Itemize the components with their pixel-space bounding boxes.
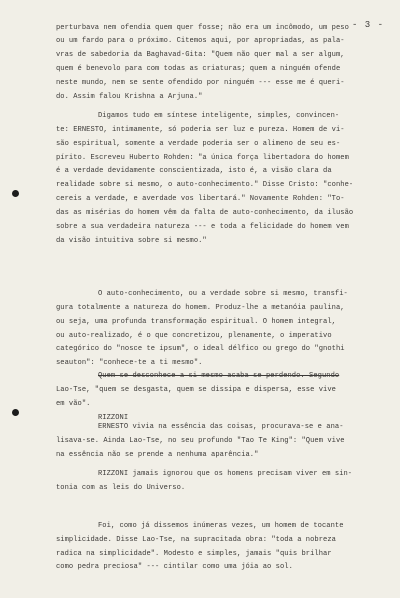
text-line: Digamos tudo em síntese inteligente, simples, convincen- [98, 112, 340, 120]
text-line: Lao-Tse, "quem se desgasta, quem se dissipa e dispersa, esse vive [56, 386, 336, 394]
text-line: gura totalmente a natureza do homem. Produz-lhe a metanóia paulina, [56, 304, 345, 312]
text-line: na essência não se prende a nenhuma aparência." [56, 451, 259, 459]
text-line: realidade sobre si mesmo, o auto-conhecimento." Disse Cristo: "conhe- [56, 181, 354, 189]
text-line: neste mundo, nem se sente ofendido por ninguém --- esse me é queri- [56, 79, 345, 87]
text-line: simplicidade. Disse Lao-Tse, na supracitada obra: "toda a nobreza [56, 536, 336, 544]
text-line: te: ERNESTO, intimamente, só poderia ser luz e pureza. Homem de vi- [56, 126, 345, 134]
text-line: é a verdade devidamente conscientizada, isto é, a visão clara da [56, 167, 332, 175]
text-line: RIZZONI jamais ignorou que os homens precisam viver em sin- [98, 470, 353, 478]
text-line: radica na simplicidade". Modesto e simples, jamais "quis brilhar [56, 550, 332, 558]
text-line: do. Assim falou Krishna a Arjuna." [56, 93, 203, 101]
text-line: sobre a sua verdadeira natureza --- e toda a felicidade do homem vem [56, 223, 349, 231]
text-line: seauton": "conhece-te a ti mesmo". [56, 359, 203, 367]
text-line: da visão intuitiva sobre si mesmo." [56, 237, 207, 245]
text-line: perturbava nem ofendia quem quer fosse; não era um incômodo, um peso [56, 24, 349, 32]
text-line: são espiritual, somente a verdade poderia ser o alimeno de seu es- [56, 140, 341, 148]
binder-hole-bottom [12, 409, 19, 416]
text-line: ou auto-realizado, é o que concretizou, plenamente, o imperativo [56, 332, 332, 340]
text-line: pírito. Escreveu Huberto Rohden: "a única força libertadora do homem [56, 154, 349, 162]
page-number: - 3 - [352, 20, 385, 30]
text-line: cereis a verdade, e averdade vos libertará." Novamente Rohden: "To- [56, 195, 345, 203]
text-line: em vão". [56, 400, 91, 408]
text-line: Foi, como já dissemos inúmeras vezes, um homem de tocante [98, 522, 344, 530]
text-line: O auto-conhecimento, ou a verdade sobre si mesmo, transfi- [98, 290, 348, 298]
text-line: RIZZONI [98, 414, 129, 422]
text-line: tonia com as leis do Universo. [56, 484, 186, 492]
text-line: categórico do "nosce te ipsum", o ideal délfico ou grego do "gnothi [56, 345, 345, 353]
text-line: Quem se desconhece a si mesmo acaba se perdendo. Segundo [98, 372, 340, 380]
text-line: das as misérias do homem vêm da falta de auto-conhecimento, da ilusão [56, 209, 354, 217]
binder-hole-top [12, 190, 19, 197]
text-line: lisava-se. Ainda Lao-Tse, no seu profundo "Tao Te King": "Quem vive [56, 437, 345, 445]
text-line: ou seja, uma profunda transformação espiritual. O homem integral, [56, 318, 336, 326]
text-line: quem é benevolo para com todas as criaturas; quem a ninguém ofende [56, 65, 341, 73]
text-line: ou um fardo para o próximo. Citemos aqui, por apropriadas, as pala- [56, 37, 345, 45]
text-line: vras de sabedoria da Baghavad-Gita: "Quem não quer mal a ser algum, [56, 51, 345, 59]
text-line: como pedra preciosa" --- cintilar como uma jóia ao sol. [56, 563, 293, 571]
text-line: ERNESTO vivia na essência das coisas, procurava-se e ana- [98, 423, 344, 431]
